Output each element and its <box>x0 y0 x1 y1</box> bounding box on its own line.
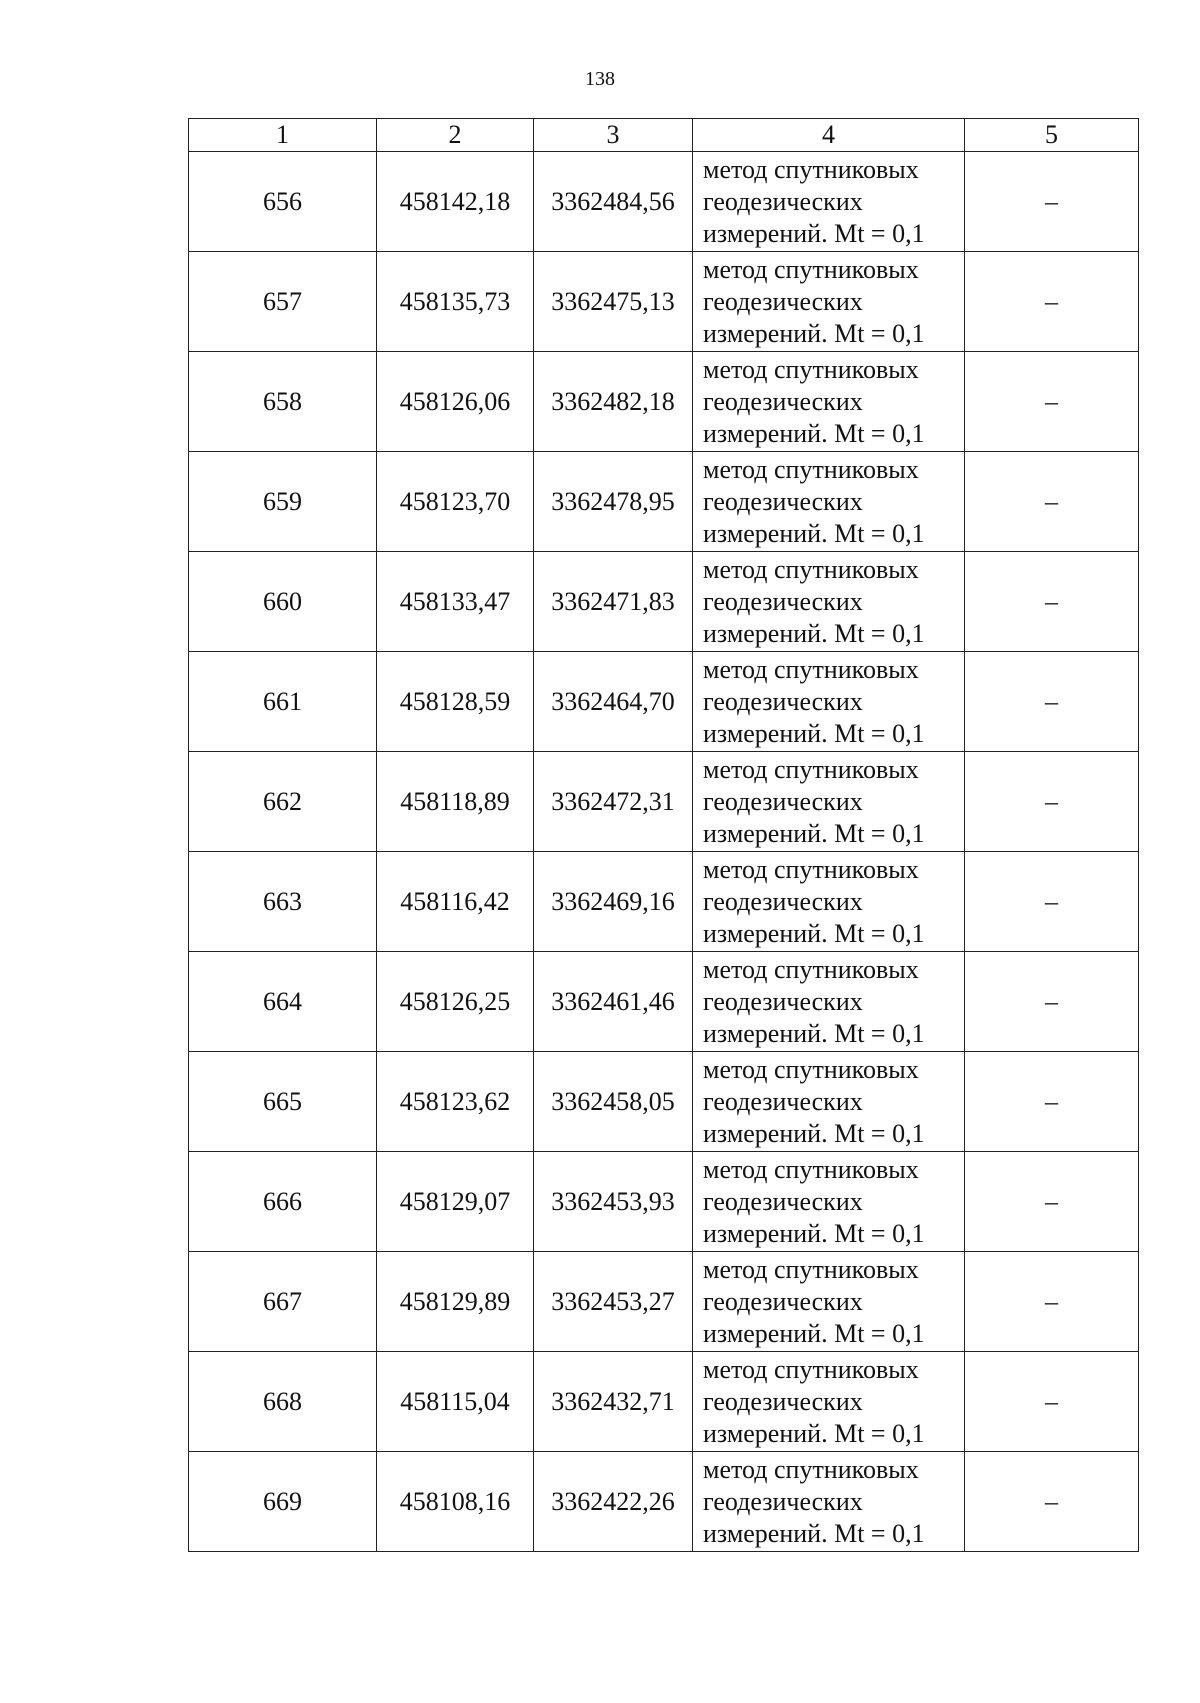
method-cell <box>693 1252 965 1352</box>
method-line: измерений. Mt = 0,1 <box>703 518 925 548</box>
point-number-cell: 661 <box>189 652 377 752</box>
method-line: метод спутниковых <box>703 854 919 884</box>
page-number: 138 <box>585 68 615 90</box>
y-coordinate-cell: 3362458,05 <box>534 1052 693 1152</box>
point-number-cell: 659 <box>189 452 377 552</box>
note-cell: – <box>965 152 1139 252</box>
method-cell <box>693 1152 965 1252</box>
note-cell: – <box>965 352 1139 452</box>
y-coordinate-cell: 3362432,71 <box>534 1352 693 1452</box>
point-number-cell: 662 <box>189 752 377 852</box>
y-coordinate-cell: 3362475,13 <box>534 252 693 352</box>
table-row <box>189 852 1139 952</box>
x-coordinate-cell: 458115,04 <box>377 1352 534 1452</box>
method-line: геодезических <box>703 1086 863 1116</box>
method-line: геодезических <box>703 1486 863 1516</box>
note-cell: – <box>965 552 1139 652</box>
method-line: метод спутниковых <box>703 354 919 384</box>
method-cell <box>693 1052 965 1152</box>
method-line: метод спутниковых <box>703 654 919 684</box>
x-coordinate-cell: 458118,89 <box>377 752 534 852</box>
method-cell <box>693 752 965 852</box>
table-row <box>189 752 1139 852</box>
method-line: измерений. Mt = 0,1 <box>703 818 925 848</box>
method-cell <box>693 552 965 652</box>
table-row <box>189 1352 1139 1452</box>
point-number-cell: 668 <box>189 1352 377 1452</box>
y-coordinate-cell: 3362471,83 <box>534 552 693 652</box>
y-coordinate-cell: 3362478,95 <box>534 452 693 552</box>
method-line: метод спутниковых <box>703 1354 919 1384</box>
note-cell: – <box>965 752 1139 852</box>
table-body <box>189 152 1139 1552</box>
method-line: измерений. Mt = 0,1 <box>703 1118 925 1148</box>
method-line: измерений. Mt = 0,1 <box>703 918 925 948</box>
method-cell <box>693 452 965 552</box>
table-row <box>189 552 1139 652</box>
method-line: метод спутниковых <box>703 954 919 984</box>
method-cell <box>693 652 965 752</box>
note-cell: – <box>965 252 1139 352</box>
note-cell: – <box>965 1352 1139 1452</box>
point-number-cell: 663 <box>189 852 377 952</box>
method-line: измерений. Mt = 0,1 <box>703 418 925 448</box>
method-line: метод спутниковых <box>703 254 919 284</box>
column-header: 1 <box>189 119 377 152</box>
y-coordinate-cell: 3362484,56 <box>534 152 693 252</box>
method-line: геодезических <box>703 286 863 316</box>
method-line: измерений. Mt = 0,1 <box>703 1518 925 1548</box>
note-cell: – <box>965 1252 1139 1352</box>
table-row <box>189 1152 1139 1252</box>
x-coordinate-cell: 458126,25 <box>377 952 534 1052</box>
table-row <box>189 952 1139 1052</box>
x-coordinate-cell: 458116,42 <box>377 852 534 952</box>
x-coordinate-cell: 458108,16 <box>377 1452 534 1552</box>
table-row <box>189 1452 1139 1552</box>
method-line: метод спутниковых <box>703 1254 919 1284</box>
y-coordinate-cell: 3362453,93 <box>534 1152 693 1252</box>
note-cell: – <box>965 952 1139 1052</box>
table-row <box>189 652 1139 752</box>
method-line: измерений. Mt = 0,1 <box>703 618 925 648</box>
method-cell <box>693 952 965 1052</box>
coordinates-table <box>188 118 1139 1552</box>
column-header: 3 <box>534 119 693 152</box>
method-line: метод спутниковых <box>703 1454 919 1484</box>
method-line: геодезических <box>703 1186 863 1216</box>
point-number-cell: 669 <box>189 1452 377 1552</box>
method-line: метод спутниковых <box>703 154 919 184</box>
point-number-cell: 656 <box>189 152 377 252</box>
method-line: метод спутниковых <box>703 1054 919 1084</box>
method-line: метод спутниковых <box>703 754 919 784</box>
column-header: 5 <box>965 119 1139 152</box>
method-line: метод спутниковых <box>703 454 919 484</box>
table-row <box>189 352 1139 452</box>
y-coordinate-cell: 3362453,27 <box>534 1252 693 1352</box>
point-number-cell: 666 <box>189 1152 377 1252</box>
y-coordinate-cell: 3362422,26 <box>534 1452 693 1552</box>
x-coordinate-cell: 458135,73 <box>377 252 534 352</box>
note-cell: – <box>965 452 1139 552</box>
method-line: измерений. Mt = 0,1 <box>703 1018 925 1048</box>
x-coordinate-cell: 458123,70 <box>377 452 534 552</box>
point-number-cell: 658 <box>189 352 377 452</box>
x-coordinate-cell: 458133,47 <box>377 552 534 652</box>
point-number-cell: 664 <box>189 952 377 1052</box>
method-line: геодезических <box>703 1386 863 1416</box>
method-line: геодезических <box>703 686 863 716</box>
method-cell <box>693 1352 965 1452</box>
method-line: геодезических <box>703 786 863 816</box>
table-row <box>189 452 1139 552</box>
x-coordinate-cell: 458142,18 <box>377 152 534 252</box>
method-line: геодезических <box>703 186 863 216</box>
note-cell: – <box>965 1052 1139 1152</box>
table-header-row <box>189 119 1139 152</box>
method-line: измерений. Mt = 0,1 <box>703 318 925 348</box>
method-line: измерений. Mt = 0,1 <box>703 1318 925 1348</box>
x-coordinate-cell: 458129,07 <box>377 1152 534 1252</box>
method-line: измерений. Mt = 0,1 <box>703 218 925 248</box>
table-row <box>189 252 1139 352</box>
table-row <box>189 1052 1139 1152</box>
method-cell <box>693 152 965 252</box>
y-coordinate-cell: 3362461,46 <box>534 952 693 1052</box>
x-coordinate-cell: 458123,62 <box>377 1052 534 1152</box>
method-cell <box>693 252 965 352</box>
method-line: геодезических <box>703 986 863 1016</box>
method-line: геодезических <box>703 386 863 416</box>
point-number-cell: 660 <box>189 552 377 652</box>
method-line: геодезических <box>703 1286 863 1316</box>
x-coordinate-cell: 458126,06 <box>377 352 534 452</box>
point-number-cell: 667 <box>189 1252 377 1352</box>
method-cell <box>693 352 965 452</box>
method-line: измерений. Mt = 0,1 <box>703 1418 925 1448</box>
method-cell <box>693 852 965 952</box>
column-header: 2 <box>377 119 534 152</box>
method-line: измерений. Mt = 0,1 <box>703 1218 925 1248</box>
column-header: 4 <box>693 119 965 152</box>
method-cell <box>693 1452 965 1552</box>
note-cell: – <box>965 852 1139 952</box>
method-line: метод спутниковых <box>703 554 919 584</box>
method-line: измерений. Mt = 0,1 <box>703 718 925 748</box>
method-line: метод спутниковых <box>703 1154 919 1184</box>
x-coordinate-cell: 458128,59 <box>377 652 534 752</box>
y-coordinate-cell: 3362469,16 <box>534 852 693 952</box>
note-cell: – <box>965 1452 1139 1552</box>
x-coordinate-cell: 458129,89 <box>377 1252 534 1352</box>
point-number-cell: 657 <box>189 252 377 352</box>
table-row <box>189 152 1139 252</box>
method-line: геодезических <box>703 886 863 916</box>
y-coordinate-cell: 3362482,18 <box>534 352 693 452</box>
table-row <box>189 1252 1139 1352</box>
method-line: геодезических <box>703 586 863 616</box>
method-line: геодезических <box>703 486 863 516</box>
y-coordinate-cell: 3362472,31 <box>534 752 693 852</box>
y-coordinate-cell: 3362464,70 <box>534 652 693 752</box>
point-number-cell: 665 <box>189 1052 377 1152</box>
note-cell: – <box>965 1152 1139 1252</box>
note-cell: – <box>965 652 1139 752</box>
